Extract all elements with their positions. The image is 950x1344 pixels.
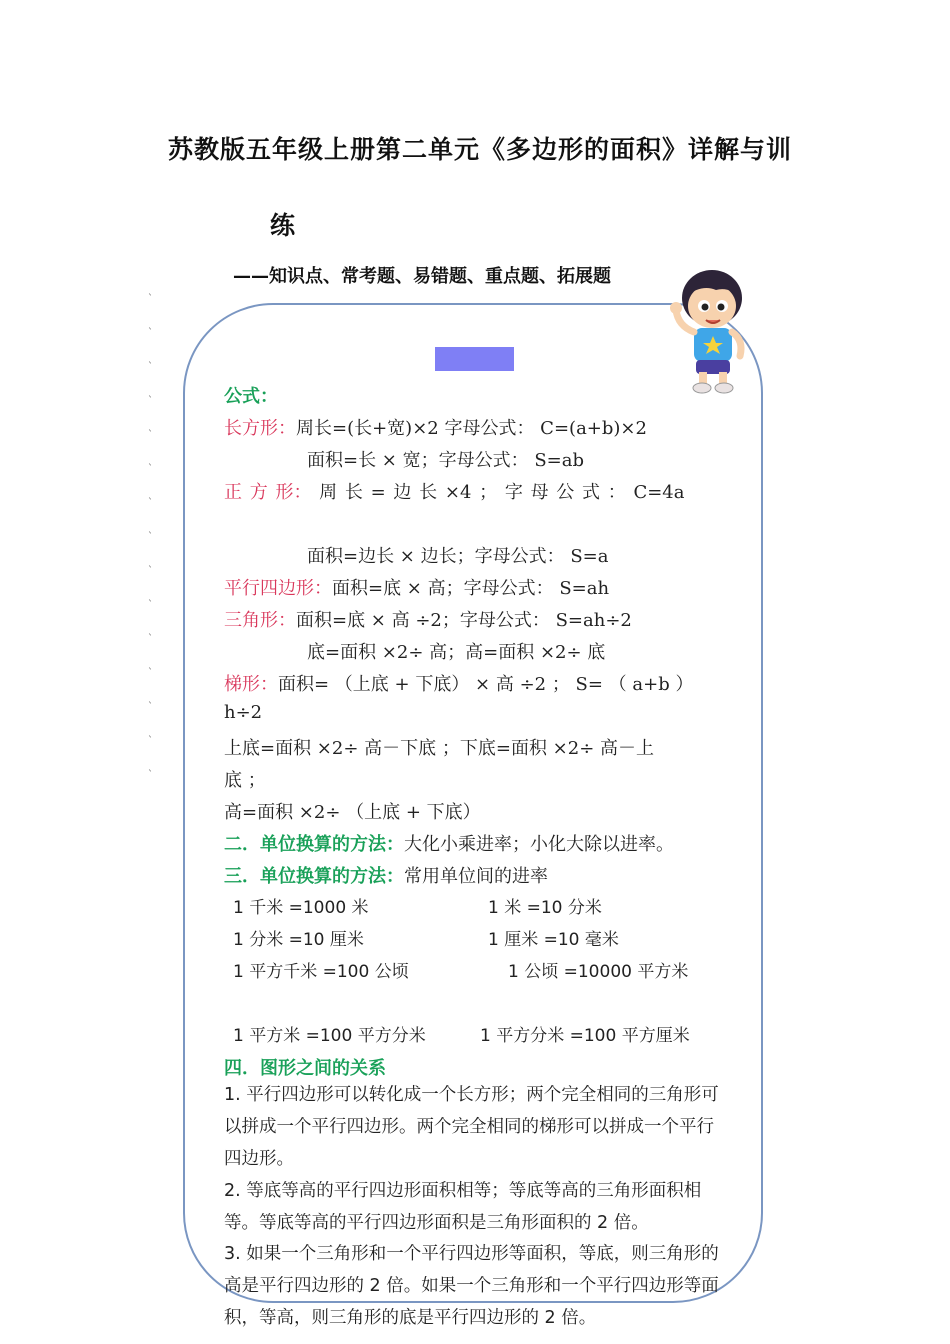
trapezoid-base-formula: 上底=面积 ×2÷ 高－下底 ；下底=面积 ×2÷ 高－上 [224,738,655,759]
rectangle-label: 长方形： [224,418,296,439]
section3-line [224,862,548,888]
triangle-area: 面积=底 × 高 ÷2；字母公式： S=ah÷2 [296,610,632,631]
parallelogram-label: 平行四边形： [224,578,332,599]
relation-paragraph-3: 3. 如果一个三角形和一个平行四边形等面积，等底，则三角形的高是平行四边形的 2 倍。如果一个三角形和一个平行四边形等面积，等高，则三角形的底是平行四边形的 2 倍。 [224,1244,719,1328]
square-line-1 [224,478,685,504]
unit-conversion: 1 平方米 =100 平方分米 [233,1026,426,1046]
trapezoid-area-cont: h÷2 [224,702,263,723]
relation-paragraph-1: 1. 平行四边形可以转化成一个长方形；两个完全相同的三角形可以拼成一个平行四边形。两个完全相同的梯形可以拼成一个平行四边形。 [224,1085,719,1169]
square-area: 面积=边长 × 边长；字母公式： S=a [307,546,609,567]
unit-conversion: 1 厘米 =10 毫米 [488,930,619,950]
relation-paragraph-2: 2. 等底等高的平行四边形面积相等；等底等高的三角形面积相等。等底等高的平行四边形面积是三角形面积的 2 倍。 [224,1181,702,1233]
parallelogram-line [224,574,609,600]
unit-conversion: 1 平方千米 =100 公顷 [233,962,409,982]
trapezoid-area: 面积= （上底 + 下底） × 高 ÷2 ； S= （ a+b ） [278,674,694,695]
section2-heading: 二．单位换算的方法： [224,834,404,855]
unit-conversion: 1 分米 =10 厘米 [233,930,364,950]
rectangle-perimeter: 周长=(长+宽)×2 字母公式： C=(a+b)×2 [296,418,647,439]
trapezoid-line-1 [224,670,693,696]
section2-line [224,830,674,856]
cartoon-boy-icon [668,266,758,396]
rectangle-area: 面积=长 × 宽；字母公式： S=ab [307,450,584,471]
section4-heading: 四．图形之间的关系 [224,1058,386,1079]
rectangle-line-1 [224,414,647,440]
document-title-continued: 练 [270,211,296,240]
trapezoid-base-formula-cont: 底 ； [224,770,266,791]
parallelogram-area: 面积=底 × 高；字母公式： S=ah [332,578,610,599]
square-label: 正 方 形： [224,482,312,503]
document-title: 苏教版五年级上册第二单元《多边形的面积》详解与训 [168,135,793,164]
unit-conversion: 1 米 =10 分米 [488,898,602,918]
section3-heading: 三．单位换算的方法： [224,866,404,887]
triangle-base-height: 底=面积 ×2÷ 高；高=面积 ×2÷ 底 [307,642,606,663]
square-perimeter: 周 长 = 边 长 ×4 ； 字 母 公 式 ： C=4a [311,482,685,503]
section2-text: 大化小乘进率；小化大除以进率。 [404,834,674,855]
unit-conversion: 1 公顷 =10000 平方米 [508,962,689,982]
triangle-label: 三角形： [224,610,296,631]
unit-conversion: 1 平方分米 =100 平方厘米 [480,1026,690,1046]
header-color-bar [435,347,514,371]
section3-text: 常用单位间的进率 [404,866,548,887]
trapezoid-label: 梯形： [224,674,278,695]
margin-marks: ` ` ` ` ` ` ` ` ` ` ` ` ` ` ` [148,294,153,781]
document-subtitle: ——知识点、常考题、易错题、重点题、拓展题 [233,266,611,287]
trapezoid-height-formula: 高=面积 ×2÷ （上底 + 下底） [224,802,481,823]
unit-conversion: 1 千米 =1000 米 [233,898,369,918]
formulas-heading: 公式： [224,386,278,407]
triangle-line-1 [224,606,632,632]
